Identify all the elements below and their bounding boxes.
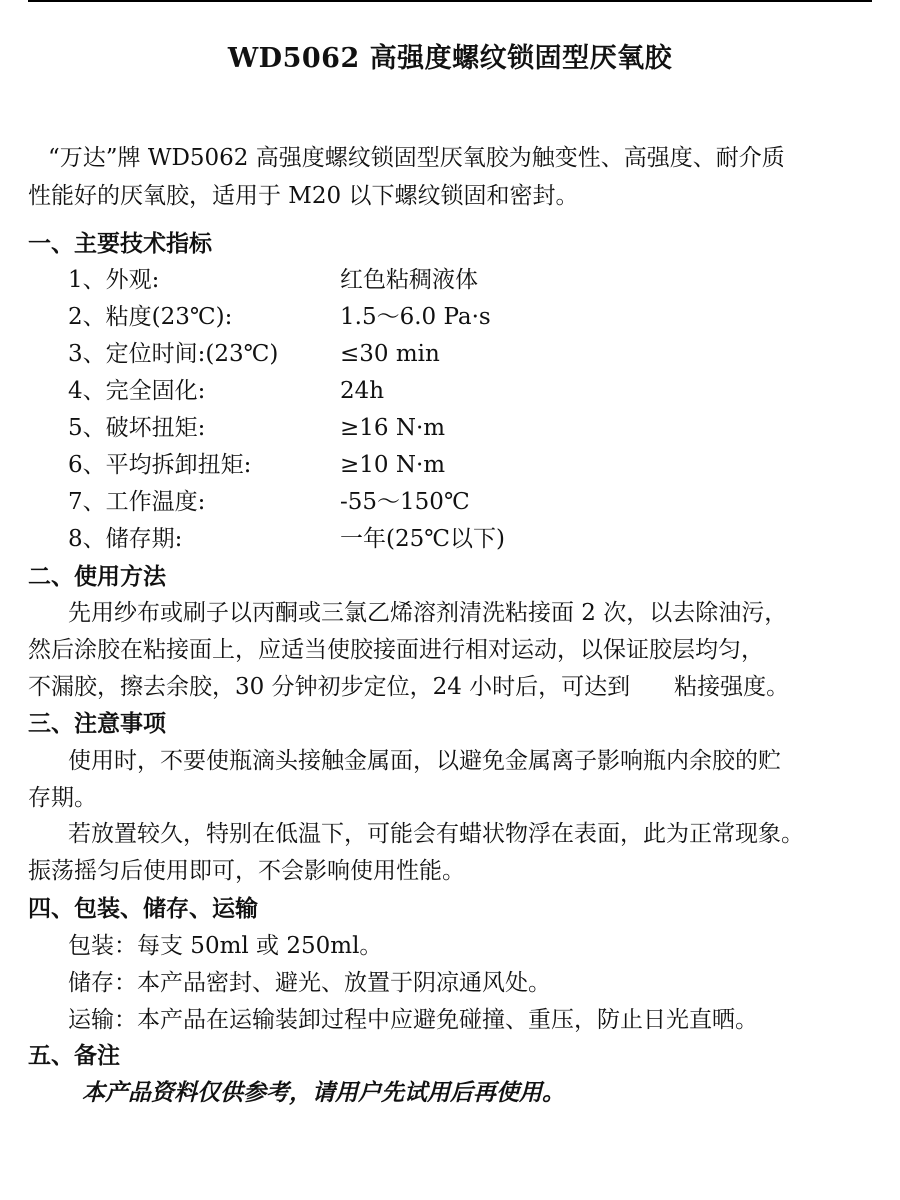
spec-row	[68, 523, 505, 555]
spec-label: 7、工作温度:	[68, 489, 206, 515]
spec-row	[68, 486, 470, 518]
usage-line-3	[28, 671, 789, 703]
section-heading-remarks: 五、备注	[28, 1042, 120, 1069]
caution-2-line-1: 若放置较久，特别在低温下，可能会有蜡状物浮在表面，此为正常现象。	[68, 821, 804, 847]
caution-2-line-2: 振荡摇匀后使用即可，不会影响使用性能。	[28, 858, 465, 884]
spec-label: 4、完全固化:	[68, 378, 206, 404]
section-heading-specs: 一、主要技术指标	[28, 230, 212, 257]
spec-row	[68, 449, 445, 481]
spec-row	[68, 338, 440, 370]
section-heading-cautions: 三、注意事项	[28, 710, 166, 737]
remarks-note: 本产品资料仅供参考，请用户先试用后再使用。	[82, 1079, 565, 1106]
spec-value: 红色粘稠液体	[340, 267, 478, 293]
section-heading-packaging: 四、包装、储存、运输	[28, 895, 258, 922]
document-title: WD5062 高强度螺纹锁固型厌氧胶	[227, 43, 673, 74]
transport-line: 运输：本产品在运输装卸过程中应避免碰撞、重压，防止日光直晒。	[68, 1007, 758, 1033]
top-rule	[28, 0, 872, 2]
spec-row	[68, 375, 384, 407]
usage-line-1: 先用纱布或刷子以丙酮或三氯乙烯溶剂清洗粘接面 2 次，以去除油污，	[68, 600, 788, 626]
spec-value: 24h	[340, 378, 385, 404]
section-heading-usage: 二、使用方法	[28, 563, 166, 590]
spec-row	[68, 264, 478, 296]
usage-line-2: 然后涂胶在粘接面上，应适当使胶接面进行相对运动，以保证胶层均匀，	[28, 637, 764, 663]
spec-label: 2、粘度(23℃):	[68, 304, 233, 330]
spec-value: ≥16 N·m	[340, 415, 446, 441]
spec-label: 1、外观:	[68, 267, 160, 293]
spec-label: 8、储存期:	[68, 526, 183, 552]
spec-value: -55～150℃	[340, 489, 470, 515]
spec-row	[68, 301, 491, 333]
spec-label: 3、定位时间:(23℃)	[68, 341, 279, 367]
caution-1-line-1: 使用时，不要使瓶滴头接触金属面，以避免金属离子影响瓶内余胶的贮	[68, 748, 781, 774]
packaging-line: 包装：每支 50ml 或 250ml。	[68, 933, 383, 959]
spec-value: 1.5～6.0 Pa·s	[340, 304, 491, 330]
spec-row	[68, 412, 445, 444]
spec-label: 5、破坏扭矩:	[68, 415, 206, 441]
intro-line-1: “万达”牌 WD5062 高强度螺纹锁固型厌氧胶为触变性、高强度、耐介质	[48, 145, 785, 171]
caution-1-line-2: 存期。	[28, 785, 97, 811]
spec-value: ≤30 min	[340, 341, 440, 367]
intro-line-2: 性能好的厌氧胶，适用于 M20 以下螺纹锁固和密封。	[28, 183, 579, 209]
spec-value: ≥10 N·m	[340, 452, 446, 478]
spec-value: 一年(25℃以下)	[340, 526, 505, 552]
spec-label: 6、平均拆卸扭矩:	[68, 452, 252, 478]
usage-line-3-part-1: 不漏胶，擦去余胶，30 分钟初步定位，24 小时后，可达到	[28, 674, 631, 700]
usage-line-3-part-2: 粘接强度。	[674, 674, 790, 700]
storage-line: 储存：本产品密封、避光、放置于阴凉通风处。	[68, 970, 551, 996]
